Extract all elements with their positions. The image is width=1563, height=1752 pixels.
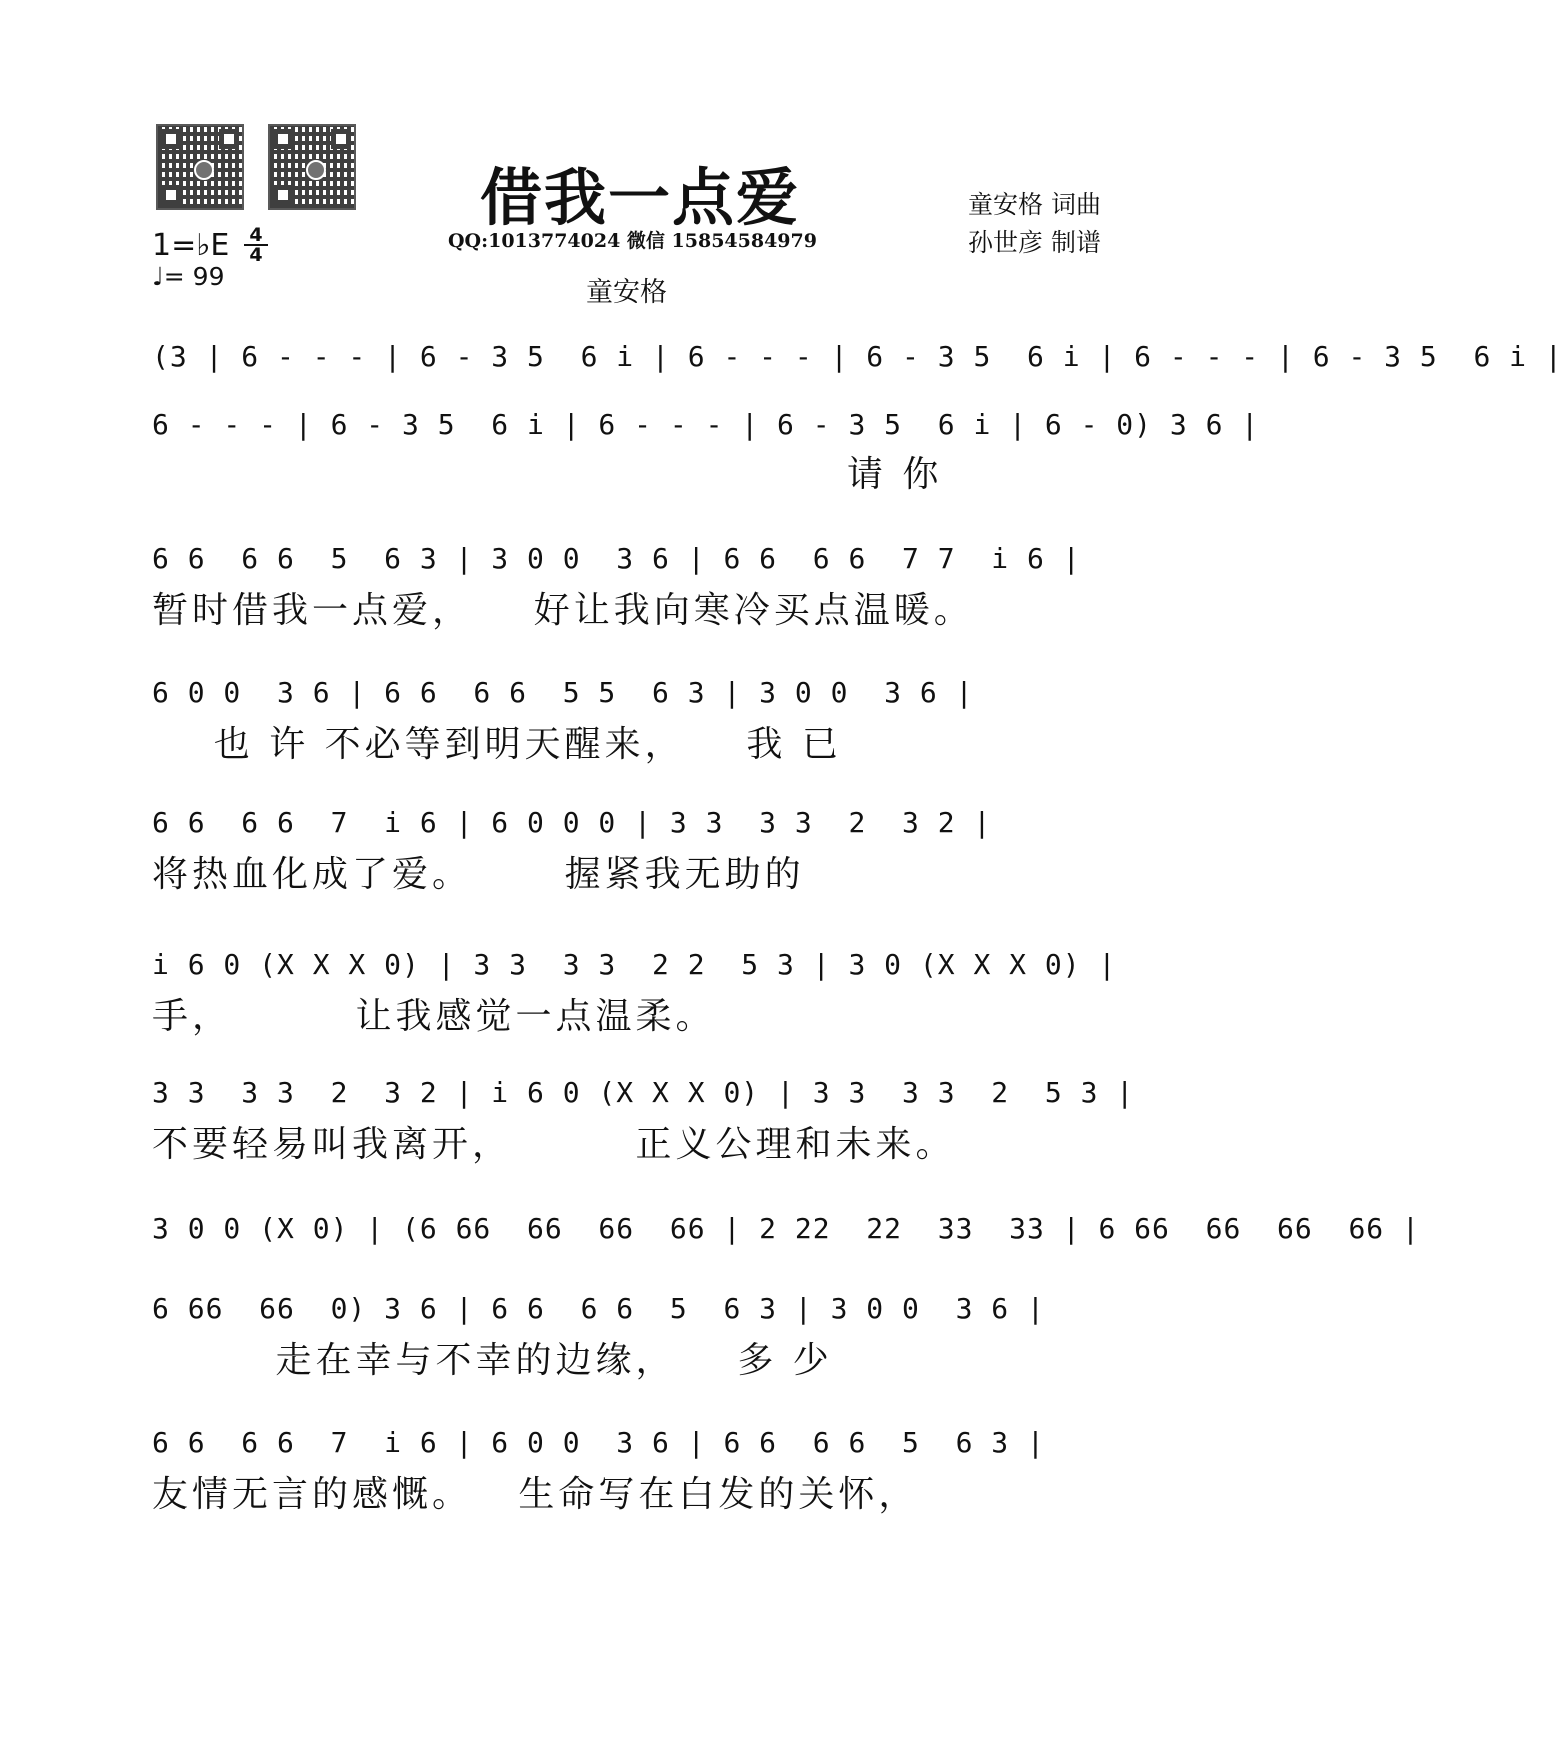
notation-line: 6 6 6 6 7 i 6 | 6 0 0 0 | 3 3 3 3 2 3 2 | xyxy=(152,806,992,839)
time-signature xyxy=(244,226,268,264)
lyric-line: 将热血化成了爱。 握紧我无助的 xyxy=(152,854,805,895)
qr-code-qq xyxy=(156,124,244,210)
lyric-line: 走在幸与不幸的边缘， 多 少 xyxy=(152,1340,833,1381)
lyric-line: 不要轻易叫我离开， 正义公理和未来。 xyxy=(152,1124,956,1165)
lyric-line: 手， 让我感觉一点温柔。 xyxy=(152,996,716,1037)
time-signature-top: 4 xyxy=(249,224,263,246)
lyric-line: 暂时借我一点爱， 好让我向寒冷买点温暖。 xyxy=(152,590,974,631)
lyric-line: 请 你 xyxy=(152,454,943,495)
notation-line: (3 | 6 - - - | 6 - 3 5 6 i | 6 - - - | 6 - 3 5 6 i | 6 - - - | 6 - 3 5 6 i | xyxy=(152,340,1563,373)
lyric-line: 也 许 不必等到明天醒来， 我 已 xyxy=(152,724,842,765)
key-signature: 1=♭E xyxy=(152,228,230,263)
notation-line: 6 6 6 6 7 i 6 | 6 0 0 3 6 | 6 6 6 6 5 6 3 | xyxy=(152,1426,1045,1459)
tempo-mark: ♩= 99 xyxy=(152,262,225,291)
transcriber: 孙世彦 制谱 xyxy=(968,228,1101,257)
notation-line: 6 0 0 3 6 | 6 6 6 6 5 5 6 3 | 3 0 0 3 6 | xyxy=(152,676,974,709)
notation-line: 3 3 3 3 2 3 2 | i 6 0 (X X X 0) | 3 3 3 3 2 5 3 | xyxy=(152,1076,1135,1109)
notation-line: 6 - - - | 6 - 3 5 6 i | 6 - - - | 6 - 3 5 6 i | 6 - 0) 3 6 | xyxy=(152,408,1260,441)
singer-name: 童安格 xyxy=(586,277,667,308)
notation-line: i 6 0 (X X X 0) | 3 3 3 3 2 2 5 3 | 3 0 (X X X 0) | xyxy=(152,948,1117,981)
qr-code-wechat xyxy=(268,124,356,210)
lyric-line: 友情无言的感慨。 生命写在白发的关怀， xyxy=(152,1474,919,1515)
credits xyxy=(968,186,1101,262)
lyricist-composer: 童安格 词曲 xyxy=(968,190,1101,219)
notation-line: 6 6 6 6 5 6 3 | 3 0 0 3 6 | 6 6 6 6 7 7 i 6 | xyxy=(152,542,1081,575)
song-title: 借我一点爱 xyxy=(480,161,801,234)
notation-line: 3 0 0 (X 0) | (6 66 66 66 66 | 2 22 22 33 33 | 6 66 66 66 66 | xyxy=(152,1212,1420,1245)
notation-line: 6 66 66 0) 3 6 | 6 6 6 6 5 6 3 | 3 0 0 3 6 | xyxy=(152,1292,1045,1325)
contact-info: QQ:1013774024 微信 15854584979 xyxy=(448,230,817,252)
time-signature-bottom: 4 xyxy=(244,244,268,264)
